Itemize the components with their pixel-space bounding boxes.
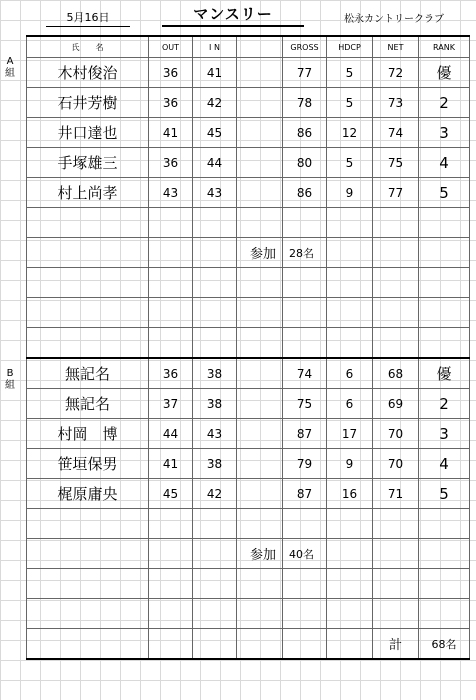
gross-score: 86 — [283, 178, 327, 208]
net-score: 70 — [373, 419, 419, 449]
empty-row — [27, 569, 470, 599]
in-score: 38 — [193, 449, 237, 479]
net-score: 68 — [373, 358, 419, 389]
in-score: 43 — [193, 178, 237, 208]
gross-score: 75 — [283, 389, 327, 419]
gross-score: 80 — [283, 148, 327, 178]
player-name: 笹垣保男 — [27, 449, 149, 479]
in-score: 44 — [193, 148, 237, 178]
rank-value: 優 — [419, 358, 470, 389]
blank-cell — [237, 419, 283, 449]
player-name: 井口達也 — [27, 118, 149, 148]
out-score: 36 — [149, 358, 193, 389]
page-title: マンスリー — [162, 3, 304, 27]
total-row — [27, 629, 470, 660]
gross-score: 86 — [283, 118, 327, 148]
player-row — [27, 419, 470, 449]
rank-value: 2 — [419, 88, 470, 118]
club-name: 松永カントリークラブ — [344, 14, 444, 25]
blank-cell — [237, 479, 283, 509]
player-name: 手塚雄三 — [27, 148, 149, 178]
out-score: 36 — [149, 88, 193, 118]
player-name: 無記名 — [27, 358, 149, 389]
participation-row — [27, 539, 470, 569]
total-count: 68名 — [419, 629, 470, 660]
player-name: 村上尚孝 — [27, 178, 149, 208]
in-score: 38 — [193, 358, 237, 389]
out-score: 41 — [149, 449, 193, 479]
col-gross-header: GROSS — [283, 36, 327, 58]
participation-row — [27, 238, 470, 268]
gross-score: 77 — [283, 58, 327, 88]
gross-score: 87 — [283, 419, 327, 449]
player-row — [27, 118, 470, 148]
results-table — [26, 35, 470, 660]
blank-cell — [237, 178, 283, 208]
net-score: 73 — [373, 88, 419, 118]
blank-cell — [237, 148, 283, 178]
rank-value: 優 — [419, 58, 470, 88]
hdcp-value: 5 — [327, 58, 373, 88]
out-score: 37 — [149, 389, 193, 419]
in-score: 41 — [193, 58, 237, 88]
group-b-label: B組 — [5, 368, 15, 391]
player-name: 石井芳樹 — [27, 88, 149, 118]
rank-value: 4 — [419, 449, 470, 479]
out-score: 36 — [149, 148, 193, 178]
player-row — [27, 449, 470, 479]
out-score: 43 — [149, 178, 193, 208]
hdcp-value: 9 — [327, 178, 373, 208]
empty-row — [27, 509, 470, 539]
empty-row — [27, 298, 470, 328]
group-a-label: A組 — [5, 56, 15, 79]
net-score: 70 — [373, 449, 419, 479]
empty-row — [27, 599, 470, 629]
player-row — [27, 389, 470, 419]
in-score: 45 — [193, 118, 237, 148]
in-score: 42 — [193, 479, 237, 509]
out-score: 44 — [149, 419, 193, 449]
empty-row — [27, 328, 470, 359]
rank-value: 5 — [419, 178, 470, 208]
col-hdcp-header: HDCP — [327, 36, 373, 58]
out-score: 41 — [149, 118, 193, 148]
player-name: 梶原庸央 — [27, 479, 149, 509]
date-label: 5月16日 — [46, 9, 130, 27]
gross-score: 74 — [283, 358, 327, 389]
player-name: 村岡 博 — [27, 419, 149, 449]
col-in-header: I N — [193, 36, 237, 58]
participation-count: 28名 — [283, 238, 327, 268]
hdcp-value: 12 — [327, 118, 373, 148]
gross-score: 78 — [283, 88, 327, 118]
rank-value: 5 — [419, 479, 470, 509]
in-score: 43 — [193, 419, 237, 449]
player-row — [27, 479, 470, 509]
col-rank-header: RANK — [419, 36, 470, 58]
blank-cell — [237, 358, 283, 389]
gross-score: 87 — [283, 479, 327, 509]
out-score: 45 — [149, 479, 193, 509]
gross-score: 79 — [283, 449, 327, 479]
col-name-header: 氏 名 — [27, 36, 149, 58]
out-score: 36 — [149, 58, 193, 88]
blank-cell — [237, 118, 283, 148]
blank-cell — [237, 88, 283, 118]
col-blank-header — [237, 36, 283, 58]
participation-count: 40名 — [283, 539, 327, 569]
player-name: 無記名 — [27, 389, 149, 419]
participation-label: 参加 — [237, 238, 283, 268]
hdcp-value: 17 — [327, 419, 373, 449]
hdcp-value: 16 — [327, 479, 373, 509]
player-row — [27, 358, 470, 389]
player-row — [27, 88, 470, 118]
net-score: 72 — [373, 58, 419, 88]
total-label: 計 — [373, 629, 419, 660]
rank-value: 3 — [419, 118, 470, 148]
player-row — [27, 178, 470, 208]
player-name: 木村俊治 — [27, 58, 149, 88]
empty-row — [27, 268, 470, 298]
player-row — [27, 58, 470, 88]
net-score: 71 — [373, 479, 419, 509]
col-out-header: OUT — [149, 36, 193, 58]
rank-value: 3 — [419, 419, 470, 449]
net-score: 74 — [373, 118, 419, 148]
empty-row — [27, 208, 470, 238]
hdcp-value: 6 — [327, 358, 373, 389]
net-score: 69 — [373, 389, 419, 419]
in-score: 38 — [193, 389, 237, 419]
net-score: 75 — [373, 148, 419, 178]
net-score: 77 — [373, 178, 419, 208]
participation-label: 参加 — [237, 539, 283, 569]
rank-value: 4 — [419, 148, 470, 178]
blank-cell — [237, 449, 283, 479]
hdcp-value: 6 — [327, 389, 373, 419]
hdcp-value: 5 — [327, 148, 373, 178]
player-row — [27, 148, 470, 178]
hdcp-value: 9 — [327, 449, 373, 479]
rank-value: 2 — [419, 389, 470, 419]
blank-cell — [237, 389, 283, 419]
blank-cell — [237, 58, 283, 88]
header-row — [27, 36, 470, 58]
col-net-header: NET — [373, 36, 419, 58]
in-score: 42 — [193, 88, 237, 118]
hdcp-value: 5 — [327, 88, 373, 118]
